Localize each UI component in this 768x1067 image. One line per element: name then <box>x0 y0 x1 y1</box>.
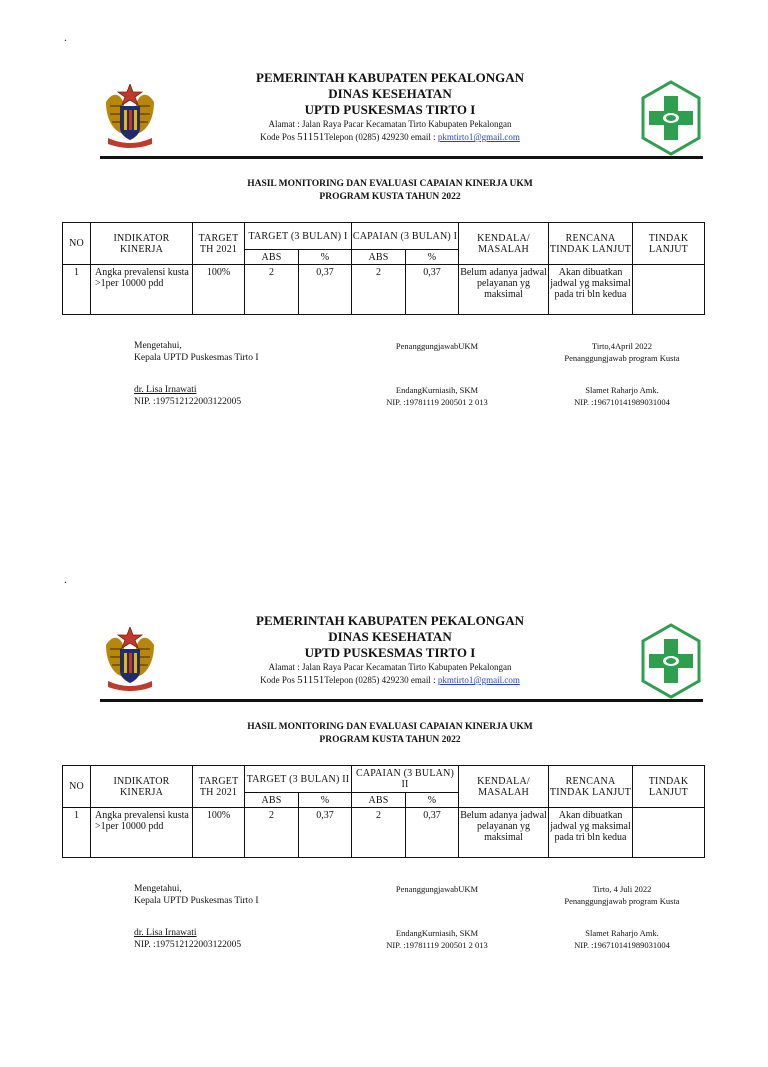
pj-ukm-nip: NIP. :19781119 200501 2 013 <box>386 940 488 950</box>
header-target-period: TARGET (3 BULAN) I <box>245 223 352 250</box>
report-title-line2: PROGRAM KUSTA TAHUN 2022 <box>319 192 461 202</box>
letterhead-divider <box>100 699 703 702</box>
puskesmas-cross-icon <box>640 623 702 699</box>
cell-indikator: Angka prevalensi kusta >1per 10000 pdd <box>91 265 193 315</box>
postal-code-label: Kode Pos <box>260 675 295 685</box>
performance-table <box>62 765 705 858</box>
department-name: DINAS KESEHATAN <box>328 629 452 644</box>
header-target-pct: % <box>299 793 352 808</box>
kepala-name: dr. Lisa Irnawati <box>134 385 197 395</box>
government-name: PEMERINTAH KABUPATEN PEKALONGAN <box>256 613 524 628</box>
header-capaian-abs: ABS <box>352 793 406 808</box>
cell-kendala: Belum adanya jadwal pelayanan yg maksimal <box>459 265 549 315</box>
header-target-period: TARGET (3 BULAN) II <box>245 766 352 793</box>
signature-pj-program <box>548 883 696 951</box>
pj-ukm-title: PenanggungjawabUKM <box>395 341 479 351</box>
table-row <box>63 808 705 858</box>
cell-target-th: 100% <box>193 265 245 315</box>
header-target-pct: % <box>299 250 352 265</box>
signature-kepala <box>134 340 259 408</box>
cell-capaian-pct: 0,37 <box>406 808 459 858</box>
header-capaian-abs: ABS <box>352 250 406 265</box>
kepala-nip: NIP. :197512122003122005 <box>134 940 242 950</box>
signature-kepala <box>134 883 259 951</box>
cell-target-pct: 0,37 <box>299 265 352 315</box>
cell-target-abs: 2 <box>245 808 299 858</box>
signature-pj-program <box>548 340 696 408</box>
header-kendala: KENDALA/ MASALAH <box>459 766 549 808</box>
postal-code-label: Kode Pos <box>260 132 295 142</box>
unit-name: UPTD PUSKESMAS TIRTO I <box>304 645 476 660</box>
kepala-name: dr. Lisa Irnawati <box>134 928 197 938</box>
pj-program-title: Penanggungjawab program Kusta <box>564 896 680 906</box>
header-no: NO <box>63 766 91 808</box>
pekalongan-regency-emblem-icon <box>102 627 158 691</box>
postal-code: 51151 <box>297 131 325 143</box>
header-rencana: RENCANA TINDAK LANJUT <box>549 766 633 808</box>
performance-table <box>62 222 705 315</box>
contact-line <box>160 131 620 144</box>
report-title <box>160 721 620 747</box>
pj-program-name: Slamet Raharjo Amk. <box>585 385 659 395</box>
page-mark-dot: . <box>64 572 67 586</box>
report-title-line1: HASIL MONITORING DAN EVALUASI CAPAIAN KINERJA UKM <box>247 722 533 732</box>
cell-capaian-abs: 2 <box>352 808 406 858</box>
phone-text: Telepon (0285) 429230 email : <box>324 132 436 142</box>
cell-indikator: Angka prevalensi kusta >1per 10000 pdd <box>91 808 193 858</box>
signature-pj-ukm <box>372 340 502 408</box>
page-mark-dot: . <box>64 30 67 44</box>
header-target-abs: ABS <box>245 250 299 265</box>
header-indikator: INDIKATOR KINERJA <box>91 223 193 265</box>
monev-report-section-1 <box>0 30 768 524</box>
phone-text: Telepon (0285) 429230 email : <box>324 675 436 685</box>
pj-program-name: Slamet Raharjo Amk. <box>585 928 659 938</box>
header-kendala: KENDALA/ MASALAH <box>459 223 549 265</box>
pj-ukm-nip: NIP. :19781119 200501 2 013 <box>386 397 488 407</box>
header-rencana: RENCANA TINDAK LANJUT <box>549 223 633 265</box>
pj-program-nip: NIP. :196710141989031004 <box>574 940 670 950</box>
email-link[interactable]: pkmtirto1@gmail.com <box>437 132 520 142</box>
cell-rencana: Akan dibuatkan jadwal yg maksimal pada tri bln kedua <box>549 808 633 858</box>
email-link[interactable]: pkmtirto1@gmail.com <box>437 675 520 685</box>
cell-no: 1 <box>63 808 91 858</box>
cell-no: 1 <box>63 265 91 315</box>
unit-name: UPTD PUSKESMAS TIRTO I <box>304 102 476 117</box>
report-title-line2: PROGRAM KUSTA TAHUN 2022 <box>319 735 461 745</box>
place-date: Tirto, 4 Juli 2022 <box>592 884 652 894</box>
place-date: Tirto,4April 2022 <box>591 341 653 351</box>
letterhead <box>160 613 620 687</box>
contact-line <box>160 674 620 687</box>
header-capaian-pct: % <box>406 793 459 808</box>
header-indikator: INDIKATOR KINERJA <box>91 766 193 808</box>
cell-target-pct: 0,37 <box>299 808 352 858</box>
kepala-title: Kepala UPTD Puskesmas Tirto I <box>134 353 259 363</box>
mengetahui-label: Mengetahui, <box>134 884 182 894</box>
header-tindak: TINDAK LANJUT <box>633 766 705 808</box>
pj-program-nip: NIP. :196710141989031004 <box>574 397 670 407</box>
cell-target-abs: 2 <box>245 265 299 315</box>
monev-report-section-2 <box>0 577 768 1067</box>
address: Alamat : Jalan Raya Pacar Kecamatan Tirto Kabupaten Pekalongan <box>268 662 512 672</box>
header-target-abs: ABS <box>245 793 299 808</box>
cell-tindak <box>633 808 705 858</box>
government-name: PEMERINTAH KABUPATEN PEKALONGAN <box>256 70 524 85</box>
pj-program-title: Penanggungjawab program Kusta <box>564 353 680 363</box>
kepala-nip: NIP. :197512122003122005 <box>134 397 242 407</box>
header-no: NO <box>63 223 91 265</box>
letterhead-divider <box>100 156 703 159</box>
pj-ukm-title: PenanggungjawabUKM <box>395 884 479 894</box>
pekalongan-regency-emblem-icon <box>102 84 158 148</box>
postal-code: 51151 <box>297 674 325 686</box>
department-name: DINAS KESEHATAN <box>328 86 452 101</box>
report-title <box>160 178 620 204</box>
signature-pj-ukm <box>372 883 502 951</box>
kepala-title: Kepala UPTD Puskesmas Tirto I <box>134 896 259 906</box>
table-row <box>63 265 705 315</box>
header-capaian-period: CAPAIAN (3 BULAN) II <box>352 766 459 793</box>
puskesmas-cross-icon <box>640 80 702 156</box>
report-title-line1: HASIL MONITORING DAN EVALUASI CAPAIAN KINERJA UKM <box>247 179 533 189</box>
pj-ukm-name: EndangKurniasih, SKM <box>395 385 479 395</box>
pj-ukm-name: EndangKurniasih, SKM <box>395 928 479 938</box>
cell-kendala: Belum adanya jadwal pelayanan yg maksimal <box>459 808 549 858</box>
header-capaian-pct: % <box>406 250 459 265</box>
header-target-th: TARGET TH 2021 <box>193 766 245 808</box>
cell-rencana: Akan dibuatkan jadwal yg maksimal pada tri bln kedua <box>549 265 633 315</box>
letterhead <box>160 70 620 144</box>
cell-capaian-abs: 2 <box>352 265 406 315</box>
cell-capaian-pct: 0,37 <box>406 265 459 315</box>
mengetahui-label: Mengetahui, <box>134 341 182 351</box>
address: Alamat : Jalan Raya Pacar Kecamatan Tirto Kabupaten Pekalongan <box>268 119 512 129</box>
header-capaian-period: CAPAIAN (3 BULAN) I <box>352 223 459 250</box>
header-target-th: TARGET TH 2021 <box>193 223 245 265</box>
cell-target-th: 100% <box>193 808 245 858</box>
cell-tindak <box>633 265 705 315</box>
header-tindak: TINDAK LANJUT <box>633 223 705 265</box>
